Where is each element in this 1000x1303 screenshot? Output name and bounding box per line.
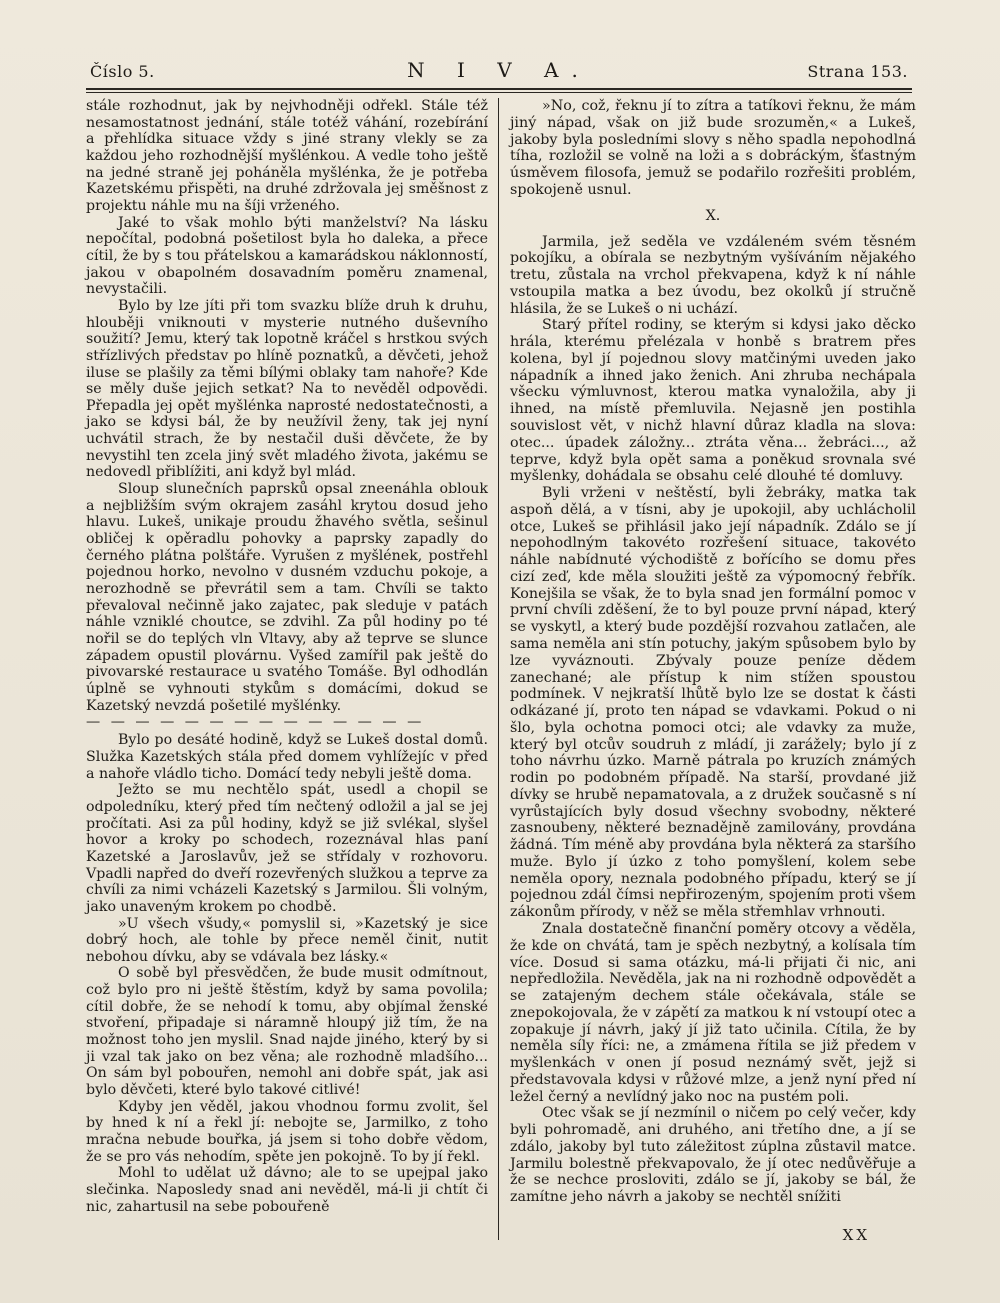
column-divider — [498, 98, 499, 1240]
signature-mark: XX — [842, 1226, 870, 1244]
paragraph: Znala dostatečně finanční poměry otcovy a věděla, že kde on chvátá, tam je spěch nezbytný, a kolísala tím více. Dosud si sama otázku, má-li přijati či nic, ani nepředložila. Nevěděla, jak na ni rozhodně odpovědět a se zatajeným dechem stále očekávala, stále se znepokojovala, že v zápětí za matkou k ní vstoupí otec a zopakuje jí návrh, jaký jí již tato učinila. Cítila, že by neměla síly říci: ne, a zmámena řítila se již předem v myšlenkách v onen jí posud neznámý svět, jejž si představovala kdysi v růžové mlze, a jenž nyní před ní ležel černý a nevlídný jako noc na pustém poli. — [510, 920, 916, 1105]
paragraph: Bylo po desáté hodině, když se Lukeš dostal domů. Služka Kazetských stála před domem vyhlížejíc v před a nahoře vládlo ticho. Domácí tedy nebyli ještě doma. — [86, 732, 488, 782]
left-column — [86, 98, 488, 1215]
paragraph: Byli vrženi v neštěstí, byli žebráky, matka tak aspoň dělá, a v tísni, aby je upokojil, aby uchlácholil otce, Lukeš se přihlásil jako její nápadník. Zdálo se jí nepohodlným takovéto rozřešení situace, takovéto náhle nabídnuté východiště z bořícího se domu přes cizí zeď, kde měla sloužiti ještě za výpomocný řebřík. Konejšila se však, že to byla snad jen formální pomoc v první chvíli zděšení, že to byl pouze první nápad, který se vyskytl, a který bude pozdější rozvahou zatlačen, ale sama neměla ani stín potuchy, jakým spůsobem bylo by lze vyváznouti. Zbývaly pouze peníze dědem zanechané; ale přístup k nim stížen spoustou podmínek. V nejkratší lhůtě bylo lze se dostat k části odkázané jí, proto ten nápad se vdavkami. Pokud o ni šlo, byla ochotna pomoci otci; ale vdavky za muže, který byl otcův soudruh z mládí, ji zarážely; bylo jí z toho návrhu úzko. Marně pátrala po kruzích známých rodin po podobném případě. Na starší, provdané již dívky se hrubě nepamatovala, a z družek současně s ní vyrůstajících byly dosud všechny svobodny, některé zasnoubeny, některé beznadějně zamilovány, provdána žádná. Tím méně aby provdána byla některá za staršího muže. Bylo jí úzko z toho pomyšlení, kolem sebe neměla opory, neznala podobného případu, který se jí pojednou zdál čímsi nepřirozeným, spojením proti všem zákonům přírody, v něž se měla střemhlav vrhnouti. — [510, 485, 916, 921]
paragraph: Bylo by lze jíti při tom svazku blíže druh k druhu, hlouběji vniknouti v mysterie nutného duševního soužití? Jemu, který tak lopotně kráčel s hrstkou svých střízlivých představ po hlíně poznatků, a děvčeti, jehož iluse se plašily za těmi bílými oblaky tam nahoře? Kde se měly duše jejich setkat? Na to nevěděl odpovědi. Přepadla jej opět myšlénka naprosté nedostatečnosti, a jako se kdysi bál, že by neužívil ženy, tak jej nyní uchvátil strach, že by nestačil duši děvčete, že by nevystihl ten zcela jiný svět mladého života, jakému se nedovedl přiblížiti, ani když byl mlád. — [86, 297, 488, 481]
paragraph: Ježto se mu nechtělo spát, usedl a chopil se odpoledníku, který před tím nečtený odložil a jal se jej pročítati. Asi za půl hodiny, když se již svlékal, slyšel hovor a kroky po schodech, rozeznával hlas paní Kazetské a Jaroslavův, jež se střídaly v rozhovoru. Vpadli napřed do dveří rozevřených služkou a teprve za chvíli za nimi vcházeli Kazetský s Jarmilou. Šli volným, jako unaveným krokem po chodbě. — [86, 782, 488, 915]
paragraph: Sloup slunečních paprsků opsal zneenáhla oblouk a nejbližším svým okrajem zasáhl krytou dosud jeho hlavu. Lukeš, unikaje proudu žhavého světla, sešinul obličej k opěradlu pohovky a paprsky zapadly do černého plátna polštáře. Vyrušen z myšlének, postřehl pojednou horko, nevolno v dusném vzduchu pokoje, a nerozhodně se převrátil sem a tam. Chvíli se takto převaloval nečinně jako zajatec, pak sleduje v patách náhle vzniklé choutce, se zdvihl. Za půl hodiny po té nořil se do teplých vln Vltavy, aby až teprve se slunce západem opustil plovárnu. Vyšed zamířil pak ještě do pivovarské restaurace u svatého Tomáše. Byl odhodlán úplně se vyhnouti stykům s domácími, dokud se Kazetský nevzdá pošetilé myšlénky. — [86, 481, 488, 714]
paragraph: Starý přítel rodiny, se kterým si kdysi jako děcko hrála, kterému přelézala v honbě s bratrem přes kolena, byl jí pojednou slovy matčinými uveden jako nápadník a ihned jako ženich. Ani zhruba nechápala všecku výmluvnost, kterou matka vynaložila, aby ji ihned, na místě přemluvila. Nejasně jen postihla souvislost vět, v nichž hlavní důraz kladla na slova: otec... úpadek záložny... ztráta věna... žebráci..., až teprve, když byla opět sama a poněkud srovnala své myšlenky, dohádala se obsahu celé dlouhé té domluvy. — [510, 317, 916, 485]
paragraph: Jaké to však mohlo býti manželství? Na lásku nepočítal, podobná pošetilost byla ho daleka, a přece cítil, že by s tou přátelskou a kamarádskou náklonností, jakou v obapolném dosavadním poměru znamenal, nevystačili. — [86, 214, 488, 298]
paragraph: Mohl to udělat už dávno; ale to se upejpal jako slečinka. Naposledy snad ani nevěděl, má-li ji chtít či nic, zahartusil na sebe pobouřeně — [86, 1165, 488, 1215]
issue-number: Číslo 5. — [90, 62, 155, 81]
section-heading: X. — [705, 207, 721, 224]
header-rule — [86, 88, 912, 90]
paragraph: »U všech všudy,« pomyslil si, »Kazetský je sice dobrý hoch, ale tohle by přece neměl činit, nutit nebohou dívku, aby se vdávala bez lásky.« — [86, 915, 488, 965]
paragraph: Jarmila, jež seděla ve vzdáleném svém těsném pokojíku, a obírala se nezbytným vyšíváním nějakého tretu, zůstala na vrchol překvapena, když k ní náhle vstoupila matka a bez úvodu, bez okolků jí stručně hlásila, že se Lukeš o ni uchází. — [510, 233, 916, 317]
paragraph: Kdyby jen věděl, jakou vhodnou formu zvolit, šel by hned k ní a řekl jí: nebojte se, Jarmilko, z toho mračna nebude bouřka, já jsem si toho dobře vědom, že se pro vás nehodím, spěte jen pokojně. To by jí řekl. — [86, 1098, 488, 1165]
section-break: — — — — — — — — — — — — — — — [86, 714, 425, 731]
paragraph: stále rozhodnut, jak by nejvhodněji odřekl. Stále též nesamostatnost jednání, stále totéž váhání, rozebírání a přehlídka situace vždy s jiné strany vlekly se za každou jeho rozhodnější myšlénkou. A vedle toho ještě na jedné straně jej poháněla myšlénka, že je potřeba Kazetskému přispěti, na druhé zdržovala jej směšnost z projektu náhle mu na šíji vrženého. — [86, 98, 488, 214]
paragraph: »No, což, řeknu jí to zítra a tatíkovi řeknu, že mám jiný nápad, však on již bude srozuměn,« a Lukeš, jakoby byla posledními slovy s něho spadla nepohodlná tíha, rozložil se volně na loži a s dobráckým, šťastným úsměvem filosofa, jemuž se podařilo rozřešiti problém, spokojeně usnul. — [510, 98, 916, 198]
paragraph: O sobě byl přesvědčen, že bude musit odmítnout, což bylo pro ni ještě štěstím, když by sama povolila; cítil dobře, že se nehodí k tomu, aby objímal ženské stvoření, připadaje si náramně hloupý již tím, že na možnost toho jen myslil. Snad najde jiného, který by si ji vzal tak jako on bez věna; ale rozhodně mladšího... On sám byl pobouřen, nemohl ani dobře spát, jak asi bylo děvčeti, které bylo takové citlivé! — [86, 965, 488, 1099]
paragraph: Otec však se jí nezmínil o ničem po celý večer, kdy byli pohromadě, ani druhého, ani třetího dne, a jí se zdálo, jakoby byl tuto záležitost zúplna zůstavil matce. Jarmilu bolestně překvapovalo, že jí otec nedůvěřuje a že se nechce prosloviti, zdálo se jí, jakoby se bál, že zamítne jeho návrh a jakoby se nechtěl snížiti — [510, 1105, 916, 1206]
right-column — [510, 98, 916, 1206]
journal-title: N I V A. — [407, 58, 591, 82]
page-number: Strana 153. — [807, 62, 908, 81]
header-rule-thin — [86, 92, 912, 93]
page-header — [90, 56, 908, 88]
